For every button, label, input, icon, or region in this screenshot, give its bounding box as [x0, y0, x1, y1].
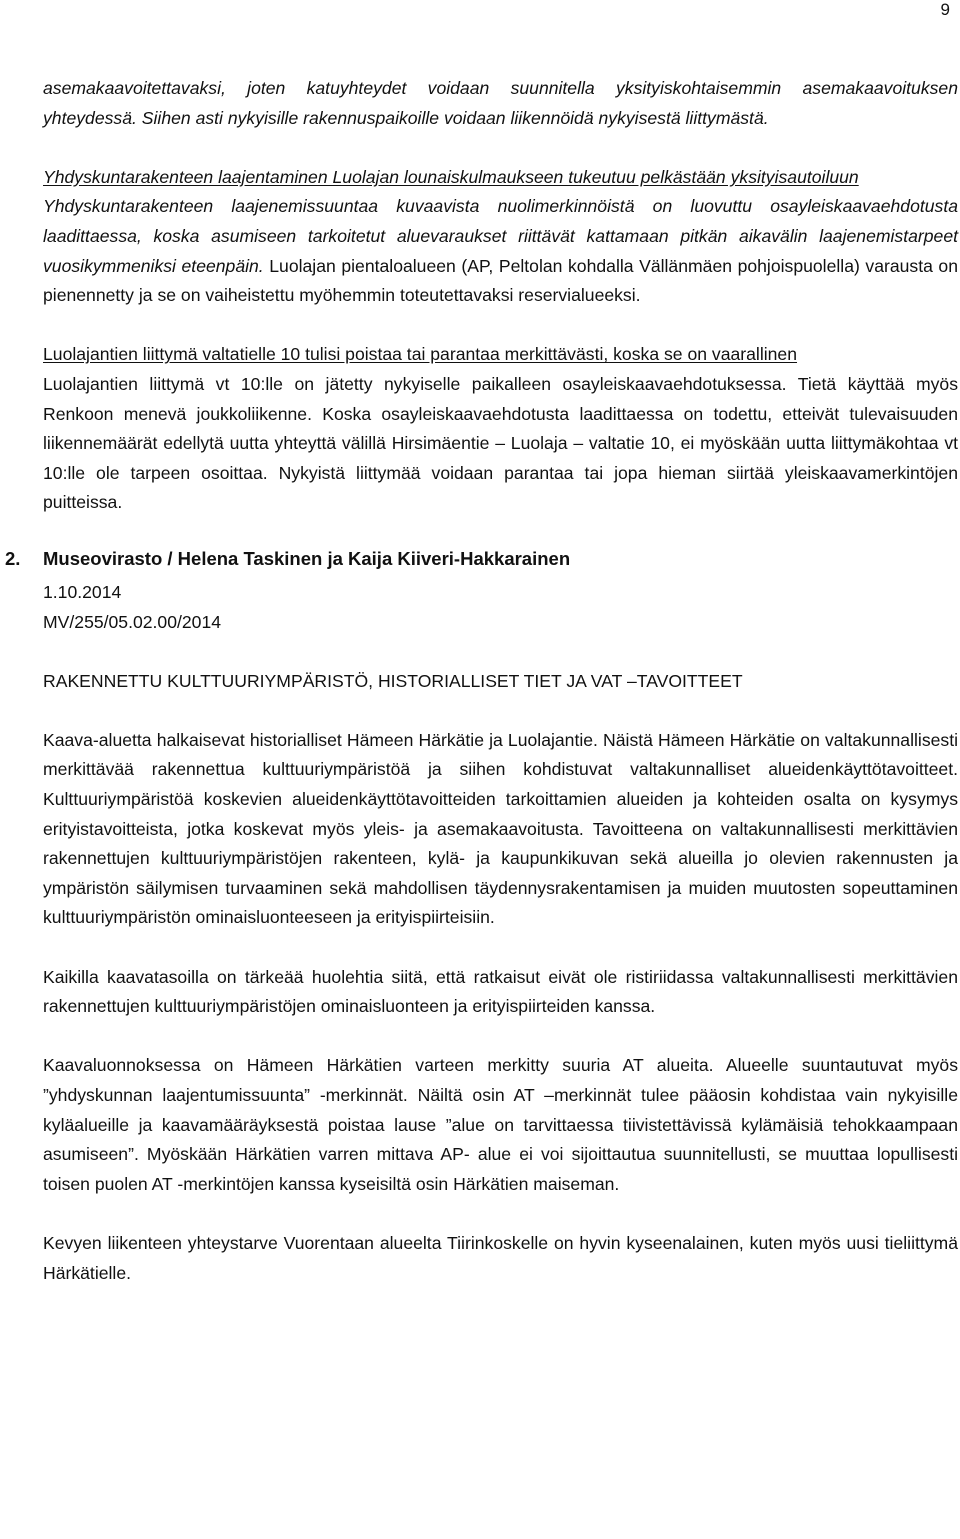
- response-expansion-italic: Yhdyskuntarakenteen laajenemissuuntaa kuvaavista nuolimerkinnöistä on luovuttu osayleiskaavaehdotusta laadittaessa, koska asumiseen tarkoitetut aluevaraukset riittävät kattamaan pitkän aikavälin laajenemistarpeet vuosikymmeniksi eteenpäin.: [43, 196, 958, 276]
- section-date: 1.10.2014: [43, 581, 122, 602]
- caps-heading: RAKENNETTU KULTTUURIYMPÄRISTÖ, HISTORIALLISET TIET JA VAT –TAVOITTEET: [43, 670, 743, 691]
- page-content: [5, 74, 958, 1288]
- paragraph-at-areas: Kaavaluonnoksessa on Hämeen Härkätien varteen merkitty suuria AT alueita. Alueelle suuntautuvat myös ”yhdyskunnan laajentumissuunta” -merkinnät. Näiltä osin AT –merkinnät tulee pääosin kohdistaa vain nykyisille kyläalueille ja kaavamääräyksestä poistaa lause ”alue on tarvittaessa tiivistettävissä kylämäisiä tehokkaampaan asumiseen”. Myöskään Härkätien varren mittava AP- alue ei voi sijoittautua suunnitellusti, se muuttaa lopullisesti toisen puolen AT -merkintöjen kanssa kyseisiltä osin Härkätien maiseman.: [43, 1055, 958, 1194]
- paragraph-response-continuation: asemakaavoitettavaksi, joten katuyhteydet voidaan suunnitella yksityiskohtaisemmin asemakaavoituksen yhteydessä. Siihen asti nykyisille rakennuspaikoille voidaan liikennöidä nykyisestä liittymästä.: [43, 78, 958, 128]
- section-reference: MV/255/05.02.00/2014: [43, 611, 222, 632]
- paragraph-light-traffic: Kevyen liikenteen yhteystarve Vuorentaan alueelta Tiirinkoskelle on hyvin kyseenalainen, kuten myös uusi tieliittymä Härkätielle.: [43, 1232, 958, 1283]
- section-number: 2.: [5, 547, 21, 569]
- section-heading: [0, 544, 958, 574]
- response-junction: Luolajantien liittymä vt 10:lle on jätetty nykyiselle paikalleen osayleiskaavaehdotuksessa. Tietä käyttää myös Renkoon menevä joukkoliikenne. Koska osayleiskaavaehdotusta laadittaessa on todettu, etteivät tulevaisuuden liikennemäärät edellytä uutta yhteyttä välillä Hirsimäentie – Luolaja – valtatie 10, ei myöskään uutta liittymäkohtaa vt 10:lle ole tarpeen osoittaa. Nykyistä liittymää voidaan parantaa tai jopa hieman siirtää yleiskaavamerkintöjen puitteissa.: [43, 373, 958, 513]
- response-expansion: [43, 192, 958, 310]
- paragraph-all-plan-levels: Kaikilla kaavatasoilla on tärkeää huolehtia siitä, että ratkaisut eivät ole ristiriidassa valtakunnallisesti merkittävien rakennettujen kulttuuriympäristöjen ominaisluonteen ja erityispiirteiden kanssa.: [43, 966, 958, 1017]
- topic-title-junction: Luolajantien liittymä valtatielle 10 tulisi poistaa tai parantaa merkittävästi, koska se on vaarallinen: [43, 344, 798, 365]
- page-number: 9: [940, 0, 950, 19]
- section-title: Museovirasto / Helena Taskinen ja Kaija Kiiveri-Hakkarainen: [43, 547, 571, 569]
- paragraph-historical-roads: Kaava-aluetta halkaisevat historialliset Hämeen Härkätie ja Luolajantie. Näistä Hämeen Härkätie on valtakunnallisesti merkittävää rakennettua kulttuuriympäristöä ja siihen kohdistuvat valtakunnalliset alueidenkäyttötavoitteet. Kulttuuriympäristöä koskevien alueidenkäyttötavoitteiden tarkoittamien alueiden ja kohteiden osalta on kysymys erityistavoitteista, jotka koskevat myös yleis- ja asemakaavoitusta. Tavoitteena on valtakunnallisesti merkittävien rakennettujen kulttuuriympäristöjen rakenteen, kylä- ja kaupunkikuvan sekä alueilla jo olevien rakennusten ja ympäristön säilymisen turvaaminen sekä mahdollisen täydennysrakentamisen ja muiden muutosten sopeuttaminen kulttuuriympäristön ominaisluonteeseen ja erityispiirteisiin.: [43, 729, 958, 928]
- topic-title-expansion: Yhdyskuntarakenteen laajentaminen Luolajan lounaiskulmaukseen tukeutuu pelkästään yksityisautoiluun: [43, 166, 859, 187]
- response-expansion-normal: Luolajan pientaloalueen (AP, Peltolan kohdalla Vällänmäen pohjoispuolella) varausta on pienennetty ja se on vaiheistettu myöhemmin toteutettavaksi reservialueeksi.: [43, 255, 958, 306]
